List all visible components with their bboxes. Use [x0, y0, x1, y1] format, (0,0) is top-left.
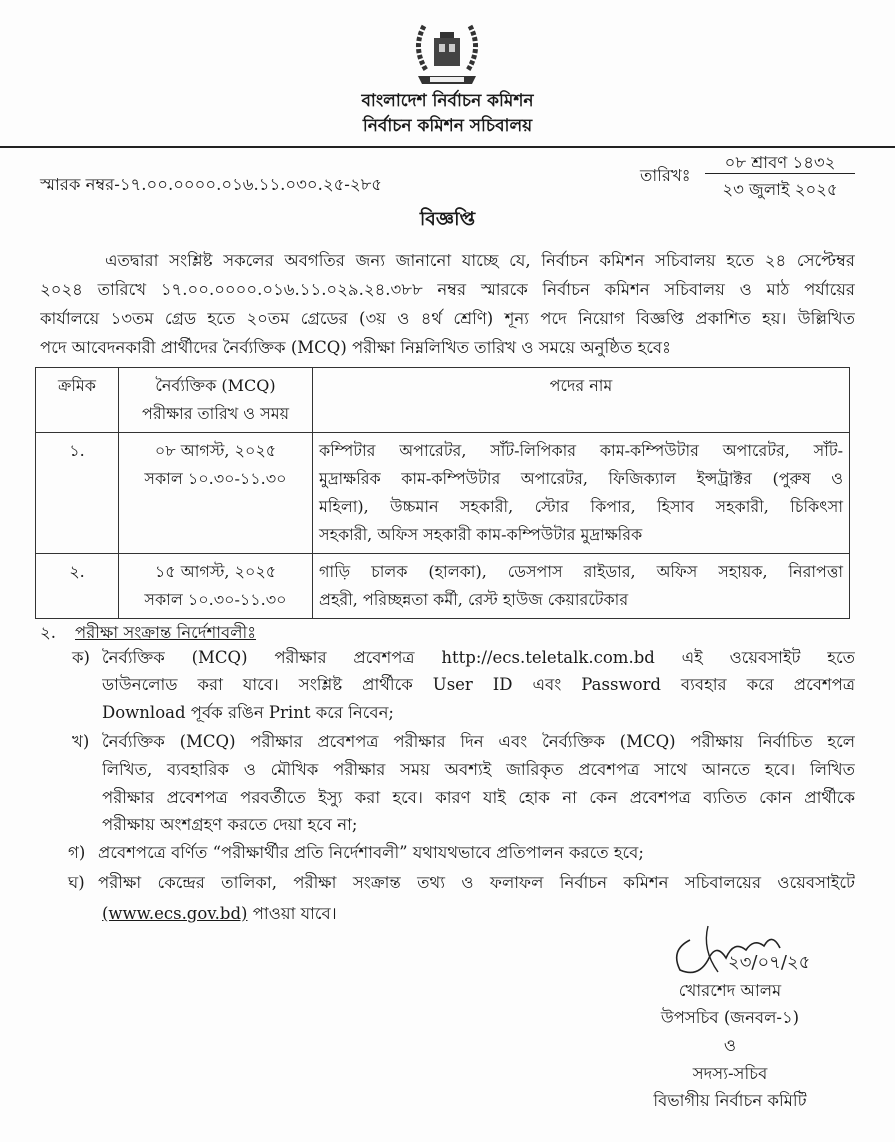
org-name: বাংলাদেশ নির্বাচন কমিশন	[361, 91, 534, 111]
section-number: ২.	[40, 623, 56, 642]
exam-schedule-table	[35, 367, 850, 619]
instruction-line: পরীক্ষার প্রবেশপত্র পরবর্তীতে ইস্যু করা হবে। কারণ যাই হোক না কেন প্রবেশপত্র ব্যতিত কোন প্রার্থীকে	[102, 788, 855, 807]
header-post-name: পদের নাম	[313, 368, 850, 433]
row-date-time: ০৮ আগস্ট, ২০২৫ সকাল ১০.৩০-১১.৩০	[119, 433, 313, 554]
table-row	[36, 433, 850, 554]
item-marker: ঘ)	[68, 873, 85, 892]
table-row	[36, 554, 850, 619]
instruction-line: ডাউনলোড করা যাবে। সংশ্লিষ্ট প্রার্থীকে User ID এবং Password ব্যবহার করে প্রবেশপত্র	[102, 675, 855, 694]
handwritten-signature-icon	[668, 920, 828, 980]
date-bangla: ০৮ শ্রাবণ ১৪৩২	[724, 153, 836, 172]
instruction-line: পরীক্ষা কেন্দ্রের তালিকা, পরীক্ষা সংক্রান্ত তথ্য ও ফলাফল নির্বাচন কমিশন সচিবালয়ের ওয়েবসাইটে	[98, 873, 855, 892]
intro-line: ২০২৪ তারিখে ১৭.০০.০০০০.০১৬.১১.০২৯.২৪.৩৮৮ নম্বর স্মারকে নির্বাচন কমিশন সচিবালয় ও মাঠ পর্যায়ের	[40, 280, 855, 299]
signature-date: ২৩/০৭/২৫	[728, 952, 811, 973]
instruction-line: প্রবেশপত্রে বর্ণিত “পরীক্ষার্থীর প্রতি নির্দেশাবলী” যথাযথভাবে প্রতিপালন করতে হবে;	[98, 843, 644, 862]
date-divider	[705, 173, 855, 174]
intro-line: পদে আবেদনকারী প্রার্থীদের নৈর্ব্যক্তিক (MCQ) পরীক্ষা নিম্নলিখিত তারিখ ও সময়ে অনুষ্ঠিত হবেঃ	[40, 338, 671, 357]
instruction-line: Download পূর্বক রঙিন Print করে নিবেন;	[102, 703, 394, 722]
instruction-line: নৈর্ব্যক্তিক (MCQ) পরীক্ষার প্রবেশপত্র পরীক্ষার দিন এবং নৈর্ব্যক্তিক (MCQ) পরীক্ষায় নির্বাচিত হলে	[102, 732, 855, 751]
item-marker: গ)	[68, 843, 86, 862]
row-serial: ২.	[36, 554, 119, 619]
row-posts: গাড়ি চালক (হালকা), ডেসপাস রাইডার, অফিস সহায়ক, নিরাপত্তা প্রহরী, পরিচ্ছন্নতা কর্মী, রেস্ট হাউজ কেয়ারটেকার	[313, 554, 850, 619]
row-date-time: ১৫ আগস্ট, ২০২৫ সকাল ১০.৩০-১১.৩০	[119, 554, 313, 619]
instruction-line: নৈর্ব্যক্তিক (MCQ) পরীক্ষার প্রবেশপত্র http://ecs.teletalk.com.bd এই ওয়েবসাইট হতে	[102, 648, 855, 667]
instruction-line: (www.ecs.gov.bd) পাওয়া যাবে।	[102, 904, 337, 923]
election-commission-logo-icon	[410, 18, 484, 88]
intro-line: কার্যালয়ে ১৩তম গ্রেড হতে ২০তম গ্রেডের (৩য় ও ৪র্থ শ্রেণি) শূন্য পদে নিয়োগ বিজ্ঞপ্তি প্রকাশিত হয়। উল্লিখিত	[40, 309, 855, 328]
date-label: তারিখঃ	[640, 166, 691, 185]
section-heading: পরীক্ষা সংক্রান্ত নির্দেশাবলীঃ	[75, 623, 257, 642]
row-posts: কম্পিটার অপারেটর, সাঁট-লিপিকার কাম-কম্পিউটার অপারেটর, সাঁট- মুদ্রাক্ষরিক কাম-কম্পিউটার অপারেটর, ফিজিক্যাল ইন্সট্রাক্টর (পুরুষ ও মহিলা), উচ্চমান সহকারী, স্টোর কিপার, হিসাব সহকারী, চিকিৎসা সহকারী, অফিস সহকারী কাম-কম্পিউটার মুদ্রাক্ষরিক	[313, 433, 850, 554]
item-marker: ক)	[72, 648, 90, 667]
row-serial: ১.	[36, 433, 119, 554]
signatory-committee: বিভাগীয় নির্বাচন কমিটি	[653, 1091, 807, 1110]
instruction-line: লিখিত, ব্যবহারিক ও মৌখিক পরীক্ষার সময় অবশ্যই জারিকৃত প্রবেশপত্র সাথে আনতে হবে। লিখিত	[102, 760, 855, 779]
ecs-website-link[interactable]: (www.ecs.gov.bd)	[102, 904, 248, 923]
memo-number: স্মারক নম্বর-১৭.০০.০০০০.০১৬.১১.০৩০.২৫-২৮৫	[40, 175, 383, 194]
notice-title: বিজ্ঞপ্তি	[419, 208, 476, 230]
item-marker: খ)	[72, 732, 90, 751]
signatory-role: সদস্য-সচিব	[692, 1064, 768, 1083]
header-exam-date: নৈর্ব্যক্তিক (MCQ) পরীক্ষার তারিখ ও সময়	[119, 368, 313, 433]
signatory-conjunction: ও	[723, 1036, 737, 1055]
intro-line: এতদ্বারা সংশ্লিষ্ট সকলের অবগতির জন্য জানানো যাচ্ছে যে, নির্বাচন কমিশন সচিবালয় হতে ২৪ সেপ্টেম্বর	[105, 251, 855, 270]
secretariat-name: নির্বাচন কমিশন সচিবালয়	[362, 116, 533, 136]
header-divider	[0, 146, 895, 148]
instruction-line: পরীক্ষায় অংশগ্রহণ করতে দেয়া হবে না;	[102, 815, 358, 834]
signatory-name: খোরশেদ আলম	[678, 981, 782, 1000]
signatory-designation: উপসচিব (জনবল-১)	[660, 1008, 800, 1027]
header-serial: ক্রমিক	[36, 368, 119, 433]
table-header-row	[36, 368, 850, 433]
date-english: ২৩ জুলাই ২০২৫	[722, 180, 838, 199]
